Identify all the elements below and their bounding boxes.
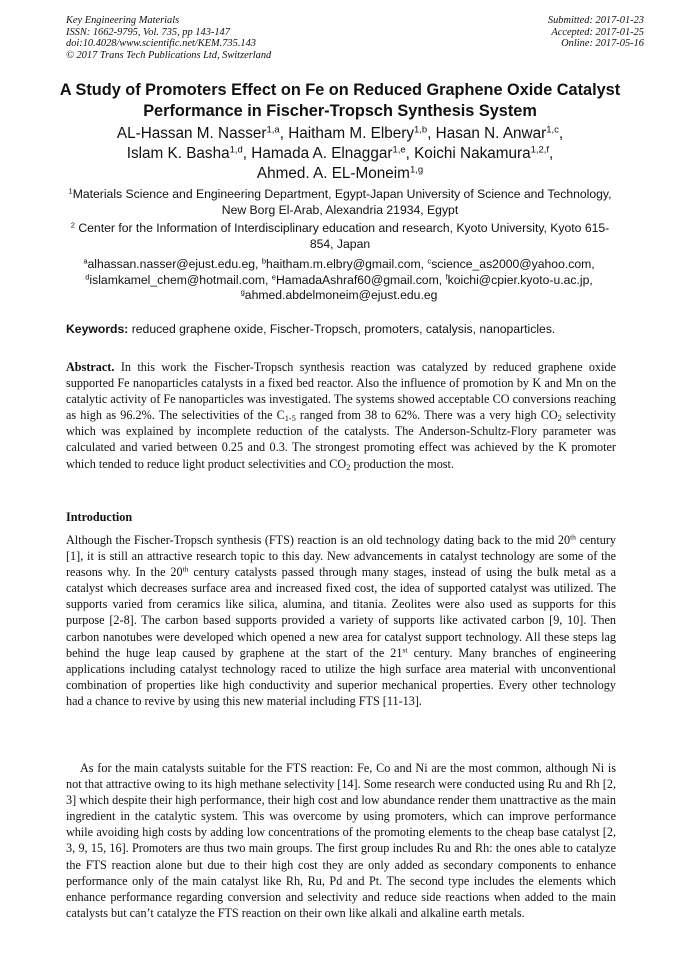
ordinal-suffix: th — [570, 532, 576, 542]
journal-issn: ISSN: 1662-9795, Vol. 735, pp 143-147 — [66, 26, 230, 38]
author-line — [40, 164, 640, 184]
email-line — [52, 257, 626, 273]
author-name: Hamada A. Elnaggar — [251, 145, 393, 162]
author-affiliation-mark: 1,a — [266, 124, 280, 136]
email-mark: c — [427, 256, 432, 266]
title-line: A Study of Promoters Effect on Fe on Reduced Graphene Oxide Catalyst — [59, 81, 621, 99]
author-affiliation-mark: 1,c — [546, 124, 559, 136]
email-mark: a — [83, 256, 88, 266]
author-name: Hasan N. Anwar — [435, 125, 547, 142]
paragraph-text: Although the Fischer-Tropsch synthesis (FTS) reaction is an old technology dating back to the mid 20 — [66, 533, 571, 547]
author-line — [40, 144, 640, 164]
author-affiliation-mark: 1,b — [414, 124, 428, 136]
affiliation-mark: 1 — [68, 186, 73, 196]
abstract-text: In this work the Fischer-Tropsch synthesis reaction was catalyzed by reduced graphene oxide supported Fe nanoparticles catalysts in a fixed bed reactor. Also the influence of promotion by K and Mn on the catalytic activity of Fe nanoparticles was investigated. The systems showed acceptable CO conversions reaching as high as 96.2%. The selectivities of the C — [66, 360, 616, 423]
affiliation — [66, 187, 614, 218]
ordinal-suffix: th — [182, 564, 189, 574]
keywords-text: reduced graphene oxide, Fischer-Tropsch, promoters, catalysis, nanoparticles. — [128, 322, 556, 336]
journal-doi: doi:10.4028/www.scientific.net/KEM.735.143 — [66, 38, 256, 50]
abstract-text: production the most. — [350, 456, 454, 471]
affiliation-text: Materials Science and Engineering Department, Egypt-Japan University of Science and Technology, New Borg El-Arab, Alexandria 21934, Egypt — [72, 187, 612, 217]
online-date: Online: 2017-05-16 — [561, 38, 644, 50]
abstract-label: Abstract. — [66, 360, 115, 374]
author-separator: , — [558, 125, 564, 142]
email-address: islamkamel_chem@hotmail.com, — [89, 272, 272, 287]
email-mark: e — [271, 271, 276, 281]
paragraph-text: century catalysts passed through many stages, instead of using the bulk metal as a catalyst which decreases surface area and increased fixed cost, the idea of supported catalyst was utilized. The supports varied from ceramics like silica, alumina, and titania. Zeolites were also used as supports for this purpose [2-8]. The carbon based supports provided a variety of supports like activated carbon [9, 10]. Then carbon nanotubes were developed which opened a new area for catalyst support technology. All these steps lag behind the huge leap caused by graphene at the start of the 21 — [66, 565, 616, 660]
affiliation-mark: 2 — [70, 220, 75, 230]
author-emails — [52, 257, 626, 304]
journal-copyright: © 2017 Trans Tech Publications Ltd, Switzerland — [66, 49, 272, 61]
abstract-text: ranged from 38 to 62%. There was a very high CO — [295, 408, 558, 423]
author-list — [40, 124, 640, 184]
paragraph-text: century. Many branches of engineering applications including catalyst technology raced to utilize the high surface area material with unconventional combination of properties like high conductivity and superior mechanical properties. Every other technology had a chance to revive by using this new material including FTS [11-13]. — [66, 645, 616, 708]
email-address: HamadaAshraf60@gmail.com, — [275, 272, 446, 287]
author-separator: , — [279, 125, 289, 142]
abstract-text: selectivity which was explained by incomplete reduction of the catalysts. The Anderson-Schultz-Flory parameter was calculated and varied between 0.25 and 0.3. The strongest promoting effect was achieved by the K promoter which tended to reduce light product selectivities and CO — [66, 408, 617, 471]
email-address: science_as2000@yahoo.com, — [431, 257, 595, 271]
author-separator: , — [427, 125, 436, 142]
journal-header — [66, 15, 271, 61]
abstract-subscript: 2 — [557, 414, 562, 424]
intro-paragraph: As for the main catalysts suitable for the FTS reaction: Fe, Co and Ni are the most common, although Ni is not that attractive owing to its high methane selectivity [14]. Some research were conducted using Ru and Rh [2, 3] which despite their high performance, their high cost and low abundance render them unattractive as the main ingredient in the catalytic system. This was overcome by using promoters, which can improve performance while avoiding high costs by adding low concentrations of the promoting elements to the cheap base catalyst [2, 3, 9, 15, 16]. Promoters are thus two main groups. The first group includes Ru and Rh: the ones able to catalyze the FTS reaction alone but due to their high cost they are only added as secondary components to enhance performance only of the main catalyst like Rh, Ru, Pd and Pt. The second type includes the elements which enhance performance regarding conversion and selectivity and reduce side reactions when added to the main catalysts but can’t catalyze the FTS reaction on their own like alkali and alkaline earth metals. — [66, 761, 616, 920]
accepted-date: Accepted: 2017-01-25 — [551, 26, 644, 38]
author-name: Koichi Nakamura — [414, 145, 531, 162]
keywords-label: Keywords: — [66, 322, 129, 336]
author-name: Haitham M. Elbery — [288, 125, 414, 142]
journal-name: Key Engineering Materials — [66, 15, 180, 26]
email-mark: b — [261, 256, 267, 266]
author-affiliation-mark: 1,2,f — [530, 144, 550, 156]
author-name: AL-Hassan M. Nasser — [116, 125, 267, 142]
email-mark: d — [85, 271, 90, 281]
submitted-date: Submitted: 2017-01-23 — [547, 15, 644, 26]
author-affiliation-mark: 1,g — [409, 164, 424, 176]
author-separator: , — [405, 145, 415, 162]
author-separator: , — [549, 145, 554, 162]
paragraph-text: century [1], it is still an attractive research topic to this day. New advancements in catalyst technology are some of the reasons why. In the 20 — [66, 533, 616, 580]
keywords — [66, 322, 626, 337]
affiliation — [66, 221, 614, 252]
intro-paragraph — [66, 532, 616, 709]
author-affiliation-mark: 1,e — [392, 144, 406, 156]
author-separator: , — [242, 145, 252, 162]
ordinal-suffix: st — [402, 645, 408, 655]
email-address: alhassan.nasser@ejust.edu.eg, — [87, 257, 262, 271]
paper-title — [40, 80, 640, 122]
email-line — [52, 273, 626, 289]
email-mark: g — [240, 287, 245, 297]
author-affiliation-mark: 1,d — [229, 144, 243, 156]
abstract — [66, 359, 616, 472]
author-name: Ahmed. A. EL-Moneim — [256, 165, 410, 182]
title-line: Performance in Fischer-Tropsch Synthesis System — [143, 102, 537, 120]
affiliation-text: Center for the Information of Interdisciplinary education and research, Kyoto University, Kyoto 615-854, Japan — [74, 221, 610, 251]
email-address: koichi@cpier.kyoto-u.ac.jp, — [447, 272, 593, 287]
email-address: ahmed.abdelmoneim@ejust.edu.eg — [244, 288, 438, 302]
abstract-subscript: 1-5 — [284, 414, 296, 424]
abstract-subscript: 2 — [346, 462, 351, 472]
publication-dates — [548, 15, 644, 50]
email-mark: f — [445, 271, 448, 281]
email-address: haitham.m.elbry@gmail.com, — [266, 257, 428, 271]
section-heading-introduction: Introduction — [66, 510, 133, 524]
email-line — [52, 288, 626, 304]
author-name: Islam K. Basha — [126, 145, 230, 162]
author-line — [40, 124, 640, 144]
